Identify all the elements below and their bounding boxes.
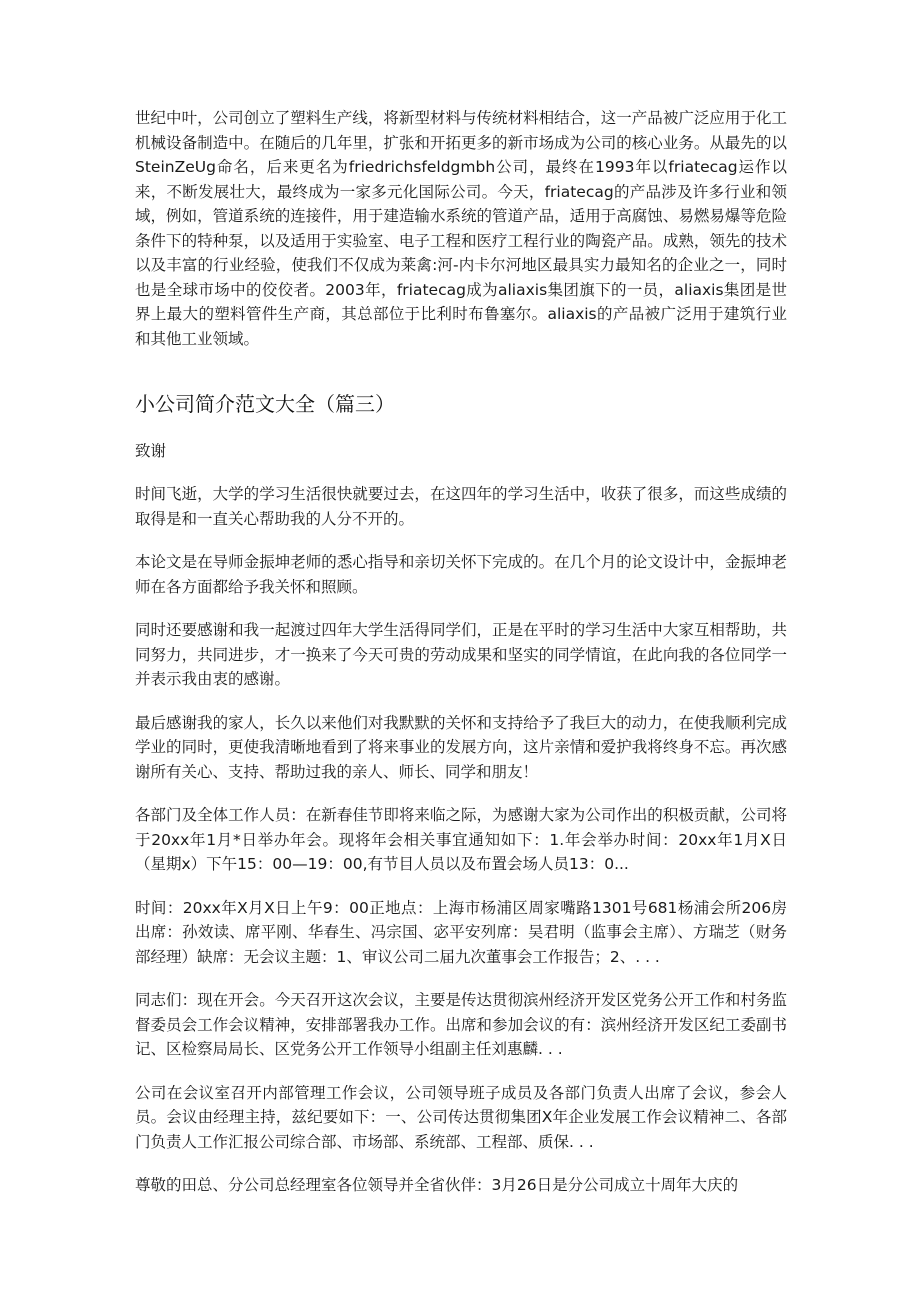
paragraph-7: 同志们：现在开会。今天召开这次会议，主要是传达贯彻滨州经济开发区党务公开工作和村务监督委员会工作会议精神，安排部署我办工作。出席和参加会议的有：滨州经济开发区纪工委副书记、区检察局局长、区党务公开工作领导小组副主任刘惠麟. . .	[135, 991, 787, 1058]
paragraph-1: 时间飞逝，大学的学习生活很快就要过去，在这四年的学习生活中，收获了很多，而这些成绩的取得是和一直关心帮助我的人分不开的。	[135, 485, 787, 528]
paragraph-5: 各部门及全体工作人员：在新春佳节即将来临之际，为感谢大家为公司作出的积极贡献，公司将于20xx年1月*日举办年会。现将年会相关事宜通知如下：1.年会举办时间：20xx年1月X日（星期x）下午15：00—19：00,有节目人员以及布置会场人员13：0...	[135, 806, 787, 873]
paragraph-6: 时间：20xx年X月X日上午9：00正地点：上海市杨浦区周家嘴路1301号681杨浦会所206房出席：孙效读、席平刚、华春生、冯宗国、宓平安列席：吴君明（监事会主席）、方瑞芝（财务部经理）缺席：无会议主题：1、审议公司二届九次董事会工作报告；2、. . .	[135, 898, 787, 966]
paragraph-4: 最后感谢我的家人，长久以来他们对我默默的关怀和支持给予了我巨大的动力，在使我顺利完成学业的同时，更使我清晰地看到了将来事业的发展方向，这片亲情和爱护我将终身不忘。再次感谢所有关心、支持、帮助过我的亲人、师长、同学和朋友！	[135, 713, 787, 781]
intro-paragraph: 世纪中叶，公司创立了塑料生产线，将新型材料与传统材料相结合，这一产品被广泛应用于化工机械设备制造中。在随后的几年里，扩张和开拓更多的新市场成为公司的核心业务。从最先的以SteinZeUg命名，后来更名为friedrichsfeldgmbh公司，最终在1993年以friatecag运作以来，不断发展壮大，最终成为一家多元化国际公司。今天，friatecag的产品涉及许多行业和领域，例如，管道系统的连接件，用于建造输水系统的管道产品，适用于高腐蚀、易燃易爆等危险条件下的特种泵，以及适用于实验室、电子工程和医疗工程行业的陶瓷产品。成熟，领先的技术以及丰富的行业经验，使我们不仅成为莱禽:河-内卡尔河地区最具实力最知名的企业之一，同时也是全球市场中的佼佼者。2003年，friatecag成为aliaxis集团旗下的一员，aliaxis集团是世界上最大的塑料管件生产商，其总部位于比利时布鲁塞尔。aliaxis的产品被广泛用于建筑行业和其他工业领域。	[135, 109, 787, 348]
paragraph-9: 尊敬的田总、分公司总经理室各位领导并全省伙伴：3月26日是分公司成立十周年大庆的	[135, 1176, 739, 1194]
paragraph-8: 公司在会议室召开内部管理工作会议，公司领导班子成员及各部门负责人出席了会议，参会人员。会议由经理主持，兹纪要如下：一、公司传达贯彻集团X年企业发展工作会议精神二、各部门负责人工作汇报公司综合部、市场部、系统部、工程部、质保. . .	[135, 1083, 787, 1151]
subtitle: 致谢	[135, 442, 167, 460]
section-heading: 小公司简介范文大全（篇三）	[135, 392, 395, 416]
document-page	[135, 106, 787, 1198]
paragraph-3: 同时还要感谢和我一起渡过四年大学生活得同学们，正是在平时的学习生活中大家互相帮助，共同努力，共同进步，才一换来了今天可贵的劳动成果和坚实的同学情谊，在此向我的各位同学一并表示我由衷的感谢。	[135, 621, 787, 688]
paragraph-2: 本论文是在导师金振坤老师的悉心指导和亲切关怀下完成的。在几个月的论文设计中，金振坤老师在各方面都给予我关怀和照顾。	[135, 553, 787, 596]
